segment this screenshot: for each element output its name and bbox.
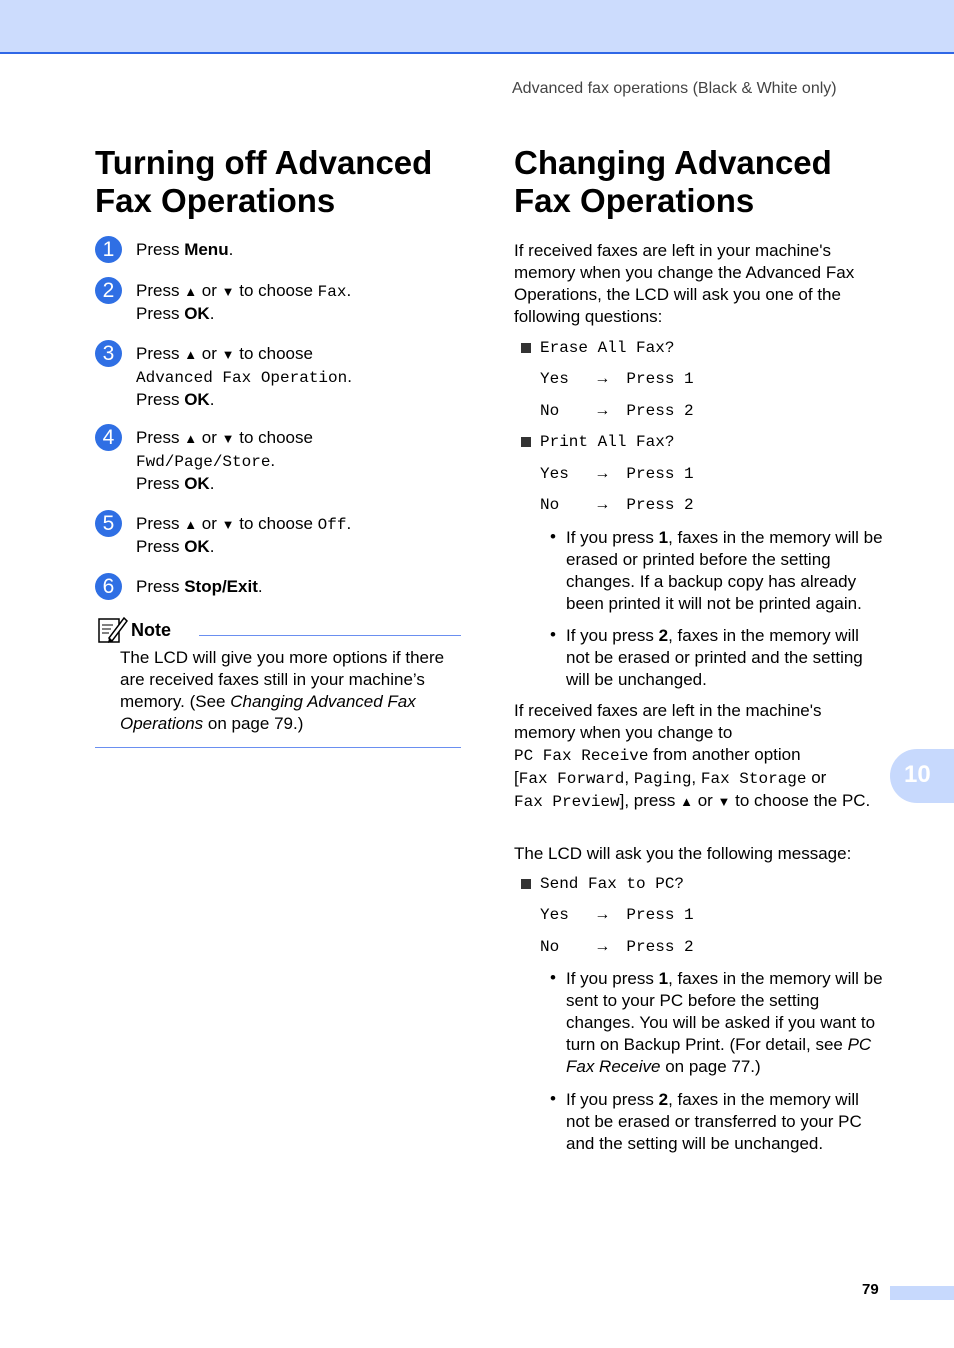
bullet-press-2: If you press 2, faxes in the memory will not be erased or printed and the setting will be unchanged. (566, 626, 863, 689)
bullet-dot: • (550, 968, 556, 987)
intro-paragraph: If received faxes are left in your machine's memory when you change the Advanced Fax Operations, the LCD will ask you one of the following questions: (514, 241, 855, 326)
page-number: 79 (862, 1281, 879, 1298)
up-arrow-icon: ▲ (184, 284, 198, 299)
bullet-send-press-2: If you press 2, faxes in the memory will not be erased or transferred to your PC and the setting will be unchanged. (566, 1090, 862, 1153)
up-arrow-icon: ▲ (680, 794, 693, 809)
lcd-message-paragraph: The LCD will ask you the following message: (514, 844, 852, 863)
square-bullet-icon (521, 343, 531, 353)
pc-fax-receive-reference: PC Fax Receive (566, 1035, 872, 1076)
down-arrow-icon: ▼ (221, 431, 235, 446)
lcd-option-yes: Yes → Press 1 (540, 370, 694, 388)
page-number-bar (890, 1286, 954, 1300)
up-arrow-icon: ▲ (184, 347, 198, 362)
lcd-option-no: No → Press 2 (540, 938, 694, 956)
note-rule (95, 747, 461, 748)
bullet-dot: • (550, 527, 556, 546)
step-number-icon: 3 (95, 340, 122, 367)
bullet-dot: • (550, 625, 556, 644)
step-number-icon: 6 (95, 573, 122, 600)
square-bullet-icon (521, 879, 531, 889)
pencil-note-icon (97, 614, 129, 644)
step-number-icon: 1 (95, 236, 122, 263)
up-arrow-icon: ▲ (184, 431, 198, 446)
section-title-changing: Changing Advanced Fax Operations (514, 144, 832, 219)
down-arrow-icon: ▼ (221, 517, 235, 532)
bullet-send-press-1: If you press 1, faxes in the memory will be sent to your PC before the setting changes. You will be asked if you want to turn on Backup Print. (For detail, see PC Fax Receive on page 77.) (566, 969, 883, 1076)
step-number-icon: 5 (95, 510, 122, 537)
note-text: The LCD will give you more options if there are received faxes still in your machine’s memory. (See Changing Advanced Fax Operations on page 79.) (120, 648, 445, 733)
section-title-turning-off: Turning off Advanced Fax Operations (95, 144, 433, 219)
bullet-press-1: If you press 1, faxes in the memory will be erased or printed before the setting changes. If a backup copy has already been printed it will not be printed again. (566, 528, 883, 613)
lcd-option-no: No → Press 2 (540, 496, 694, 514)
down-arrow-icon: ▼ (717, 794, 731, 809)
lcd-option-yes: Yes → Press 1 (540, 465, 694, 483)
chapter-tab: 10 (890, 749, 954, 803)
lcd-option-yes: Yes → Press 1 (540, 906, 694, 924)
lcd-question-erase: Erase All Fax? (540, 339, 675, 357)
square-bullet-icon (521, 437, 531, 447)
step-number-icon: 4 (95, 424, 122, 451)
lcd-question-send: Send Fax to PC? (540, 875, 685, 893)
up-arrow-icon: ▲ (184, 517, 198, 532)
note-rule (199, 635, 461, 636)
bullet-dot: • (550, 1089, 556, 1108)
header-band (0, 0, 954, 54)
pc-fax-paragraph: If received faxes are left in the machine's memory when you change to PC Fax Receive from another option [Fax Forward, Paging, Fax Storage or Fax Preview], press ▲ or ▼ to choose the PC. (514, 701, 871, 811)
note-reference-link: Changing Advanced Fax Operations (120, 692, 416, 733)
note-title: Note (131, 620, 171, 640)
down-arrow-icon: ▼ (221, 347, 235, 362)
lcd-question-print: Print All Fax? (540, 433, 675, 451)
step-number-icon: 2 (95, 277, 122, 304)
lcd-option-no: No → Press 2 (540, 402, 694, 420)
down-arrow-icon: ▼ (221, 284, 235, 299)
running-header: Advanced fax operations (Black & White only) (512, 80, 837, 97)
